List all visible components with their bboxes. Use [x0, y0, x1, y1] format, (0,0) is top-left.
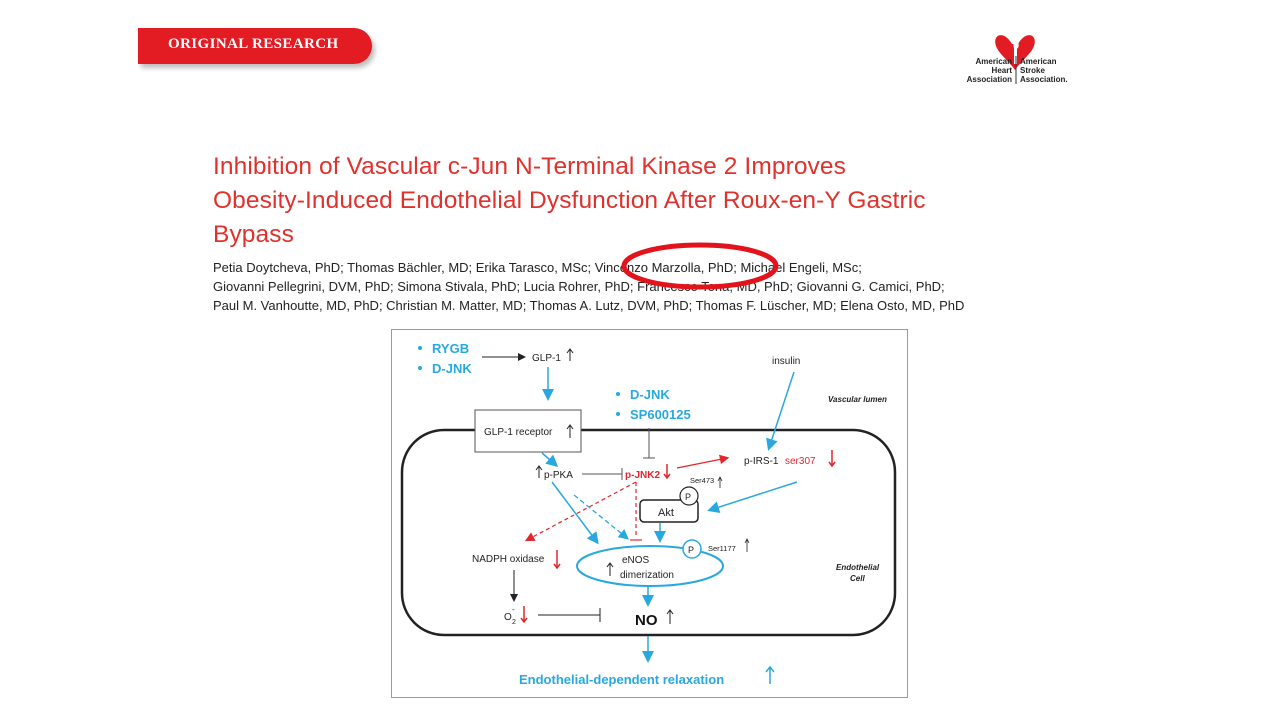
vascular-lumen-label: Vascular lumen — [828, 395, 887, 404]
logo-right-line-1: American — [1020, 57, 1057, 66]
glp1-up-arrow — [567, 349, 573, 361]
endothelial-label: Endothelial — [836, 563, 880, 572]
mechanism-diagram — [392, 330, 906, 696]
bullet-djnk-mid: D-JNK — [630, 387, 670, 402]
title-line-1: Inhibition of Vascular c-Jun N-Terminal Kinase 2 Improves — [213, 153, 846, 180]
title-line-3: Bypass — [213, 221, 294, 248]
logo-left-line-1: American — [975, 57, 1012, 66]
relaxation-label: Endothelial-dependent relaxation — [519, 672, 725, 687]
logo-right-text — [1020, 57, 1068, 84]
dimerization-label: dimerization — [620, 570, 674, 581]
glp1-receptor-label: GLP-1 receptor — [484, 427, 553, 438]
logo-left-text — [967, 57, 1012, 84]
ser307-label: ser307 — [785, 456, 816, 467]
bullet-sp600125: SP600125 — [630, 407, 691, 422]
p-jnk2-label: p-JNK2 — [625, 470, 661, 481]
glp1-label: GLP-1 — [532, 353, 561, 364]
o2-subscript: 2 — [512, 619, 516, 626]
bullets-mid — [616, 387, 691, 422]
endothelial-cell-outline — [402, 430, 895, 635]
ser473-label: Ser473 — [690, 476, 715, 485]
logo-right-line-2: Stroke — [1020, 66, 1045, 75]
p-irs1-label: p-IRS-1 — [744, 456, 779, 467]
author-line-1: Petia Doytcheva, PhD; Thomas Bächler, MD; Erika Tarasco, MSc; Vincenzo Marzolla, PhD; Michael Engeli, MSc; — [213, 260, 862, 275]
o2-label: O — [504, 612, 512, 623]
title-line-2: Obesity-Induced Endothelial Dysfunction After Roux-en-Y Gastric — [213, 187, 926, 214]
bullet-djnk-top: D-JNK — [432, 361, 472, 376]
bullets-top — [418, 341, 472, 376]
mechanism-figure — [391, 329, 908, 698]
aha-asa-logo — [952, 20, 1082, 90]
p-pka-label: p-PKA — [544, 470, 573, 481]
author-line-3: Paul M. Vanhoutte, MD, PhD; Christian M. Matter, MD; Thomas A. Lutz, DVM, PhD; Thomas F. Lüscher, MD; Elena Osto, MD, PhD — [213, 298, 965, 313]
author-list — [213, 258, 1113, 315]
original-research-banner — [138, 28, 372, 64]
akt-p-label: P — [685, 492, 692, 502]
cell-label: Cell — [850, 574, 865, 583]
article-title — [213, 150, 1073, 252]
logo-left-line-3: Association — [966, 75, 1012, 84]
bullet-rygb: RYGB — [432, 341, 470, 356]
insulin-label: insulin — [772, 356, 801, 367]
nadph-oxidase-label: NADPH oxidase — [472, 554, 545, 565]
o2-superscript: - — [512, 605, 515, 614]
enos-p-label: P — [688, 545, 695, 555]
logo-right-line-3: Association. — [1020, 75, 1068, 84]
logo-left-line-2: Heart — [991, 66, 1012, 75]
akt-label: Akt — [658, 507, 674, 519]
ser1177-label: Ser1177 — [708, 544, 736, 553]
no-label: NO — [635, 612, 658, 629]
enos-label: eNOS — [622, 555, 650, 566]
banner-label: ORIGINAL RESEARCH — [168, 36, 339, 52]
author-line-2: Giovanni Pellegrini, DVM, PhD; Simona Stivala, PhD; Lucia Rohrer, PhD; Francesco Tona, MD, PhD; Giovanni G. Camici, PhD; — [213, 279, 945, 294]
